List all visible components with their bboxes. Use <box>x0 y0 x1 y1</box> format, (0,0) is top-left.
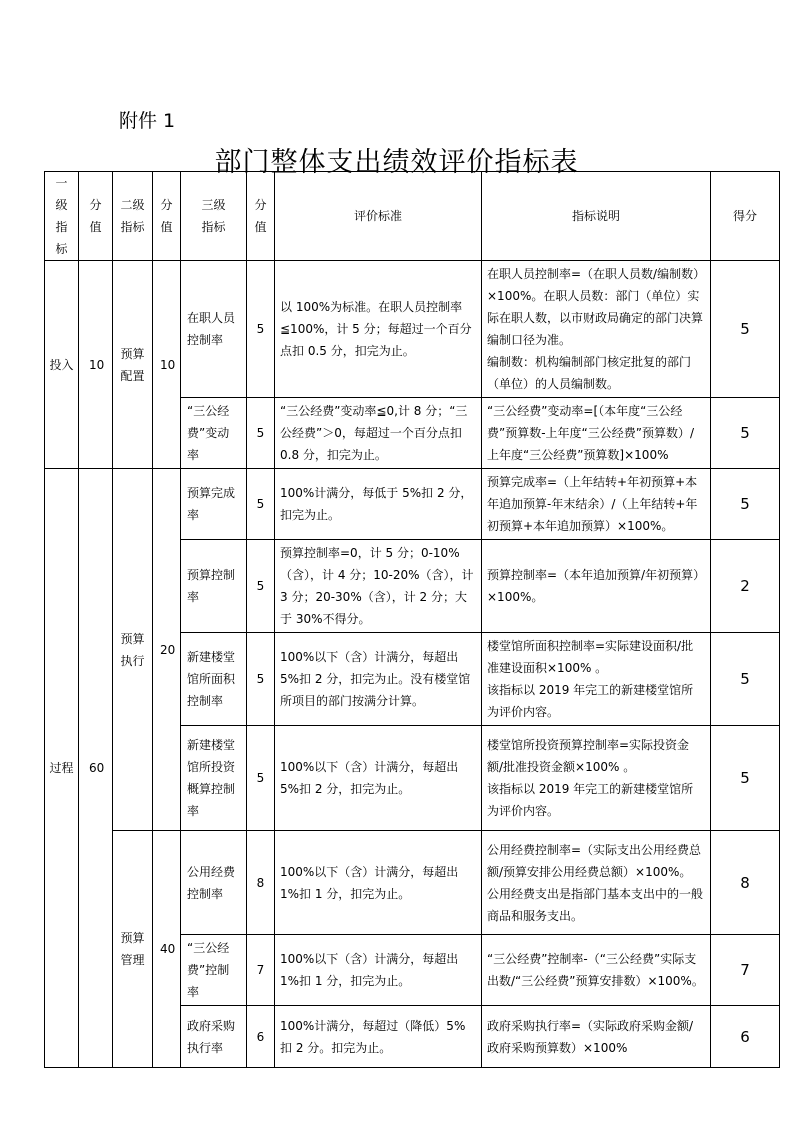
header-level2: 二级指标 <box>113 172 153 261</box>
score3-cell: 5 <box>247 398 275 469</box>
level3-cell: “三公经费”控制率 <box>181 935 247 1006</box>
score3-cell: 5 <box>247 633 275 726</box>
explanation-cell: 预算完成率=（上年结转+年初预算+本年追加预算-年末结余）/（上年结转+年初预算+本年追加预算）×100%。 <box>482 469 711 540</box>
result-cell: 5 <box>711 726 780 831</box>
document-title: 部门整体支出绩效评价指标表 <box>214 147 579 178</box>
result-cell: 5 <box>711 469 780 540</box>
criteria-cell: 以 100%为标准。在职人员控制率≦100%，计 5 分；每超过一个百分点扣 0.5 分，扣完为止。 <box>275 261 482 398</box>
result-cell: 7 <box>711 935 780 1006</box>
criteria-cell: 100%计满分，每超过（降低）5%扣 2 分。扣完为止。 <box>275 1006 482 1068</box>
explanation-cell: “三公经费”变动率=[（本年度“三公经费”预算数-上年度“三公经费”预算数）/上年度“三公经费”预算数]×100% <box>482 398 711 469</box>
header-score3: 分值 <box>247 172 275 261</box>
level1-cell: 过程 <box>45 469 79 1068</box>
explanation-cell: 公用经费控制率=（实际支出公用经费总额/预算安排公用经费总额）×100%。 公用经费支出是指部门基本支出中的一般商品和服务支出。 <box>482 831 711 935</box>
criteria-cell: “三公经费”变动率≦0,计 8 分；“三公经费”＞0，每超过一个百分点扣 0.8 分，扣完为止。 <box>275 398 482 469</box>
evaluation-table <box>44 171 780 1068</box>
header-score1: 分值 <box>79 172 113 261</box>
level2-cell: 预算管理 <box>113 831 153 1068</box>
score3-cell: 5 <box>247 540 275 633</box>
level3-cell: 在职人员控制率 <box>181 261 247 398</box>
attachment-label: 附件 1 <box>119 110 176 132</box>
header-criteria: 评价标准 <box>275 172 482 261</box>
criteria-cell: 预算控制率=0，计 5 分；0-10%（含），计 4 分；10-20%（含），计 3 分；20-30%（含），计 2 分；大于 30%不得分。 <box>275 540 482 633</box>
header-level1: 一级指标 <box>45 172 79 261</box>
header-result: 得分 <box>711 172 780 261</box>
level3-cell: 预算完成率 <box>181 469 247 540</box>
score3-cell: 5 <box>247 469 275 540</box>
level3-cell: “三公经费”变动率 <box>181 398 247 469</box>
level1-cell: 投入 <box>45 261 79 469</box>
level2-cell: 预算配置 <box>113 261 153 469</box>
score2-cell: 40 <box>153 831 181 1068</box>
explanation-cell: 政府采购执行率=（实际政府采购金额/政府采购预算数）×100% <box>482 1006 711 1068</box>
explanation-cell: 在职人员控制率=（在职人员数/编制数）×100%。在职人员数：部门（单位）实际在职人数，以市财政局确定的部门决算编制口径为准。 编制数：机构编制部门核定批复的部门（单位）的人员编制数。 <box>482 261 711 398</box>
table-header-row <box>45 172 780 261</box>
score2-cell: 10 <box>153 261 181 469</box>
result-cell: 5 <box>711 398 780 469</box>
criteria-cell: 100%计满分，每低于 5%扣 2 分，扣完为止。 <box>275 469 482 540</box>
header-explanation: 指标说明 <box>482 172 711 261</box>
score2-cell: 20 <box>153 469 181 831</box>
score3-cell: 8 <box>247 831 275 935</box>
criteria-cell: 100%以下（含）计满分，每超出5%扣 2 分，扣完为止。 <box>275 726 482 831</box>
explanation-cell: 楼堂馆所投资预算控制率=实际投资金额/批准投资金额×100% 。 该指标以 2019 年完工的新建楼堂馆所为评价内容。 <box>482 726 711 831</box>
table-row <box>45 469 780 540</box>
result-cell: 2 <box>711 540 780 633</box>
explanation-cell: “三公经费”控制率-（“三公经费”实际支出数/“三公经费”预算安排数）×100%。 <box>482 935 711 1006</box>
result-cell: 5 <box>711 261 780 398</box>
level3-cell: 公用经费控制率 <box>181 831 247 935</box>
score1-cell: 60 <box>79 469 113 1068</box>
score3-cell: 5 <box>247 261 275 398</box>
criteria-cell: 100%以下（含）计满分，每超出5%扣 2 分，扣完为止。没有楼堂馆所项目的部门按满分计算。 <box>275 633 482 726</box>
level3-cell: 新建楼堂馆所面积控制率 <box>181 633 247 726</box>
score1-cell: 10 <box>79 261 113 469</box>
level3-cell: 预算控制率 <box>181 540 247 633</box>
score3-cell: 6 <box>247 1006 275 1068</box>
table-row <box>45 261 780 398</box>
result-cell: 8 <box>711 831 780 935</box>
level3-cell: 政府采购执行率 <box>181 1006 247 1068</box>
header-score2: 分值 <box>153 172 181 261</box>
score3-cell: 7 <box>247 935 275 1006</box>
criteria-cell: 100%以下（含）计满分，每超出1%扣 1 分，扣完为止。 <box>275 831 482 935</box>
score3-cell: 5 <box>247 726 275 831</box>
table-row <box>45 831 780 935</box>
criteria-cell: 100%以下（含）计满分，每超出1%扣 1 分，扣完为止。 <box>275 935 482 1006</box>
level2-cell: 预算执行 <box>113 469 153 831</box>
result-cell: 6 <box>711 1006 780 1068</box>
result-cell: 5 <box>711 633 780 726</box>
level3-cell: 新建楼堂馆所投资概算控制率 <box>181 726 247 831</box>
explanation-cell: 预算控制率=（本年追加预算/年初预算）×100%。 <box>482 540 711 633</box>
header-level3: 三级指标 <box>181 172 247 261</box>
explanation-cell: 楼堂馆所面积控制率=实际建设面积/批准建设面积×100% 。 该指标以 2019 年完工的新建楼堂馆所为评价内容。 <box>482 633 711 726</box>
